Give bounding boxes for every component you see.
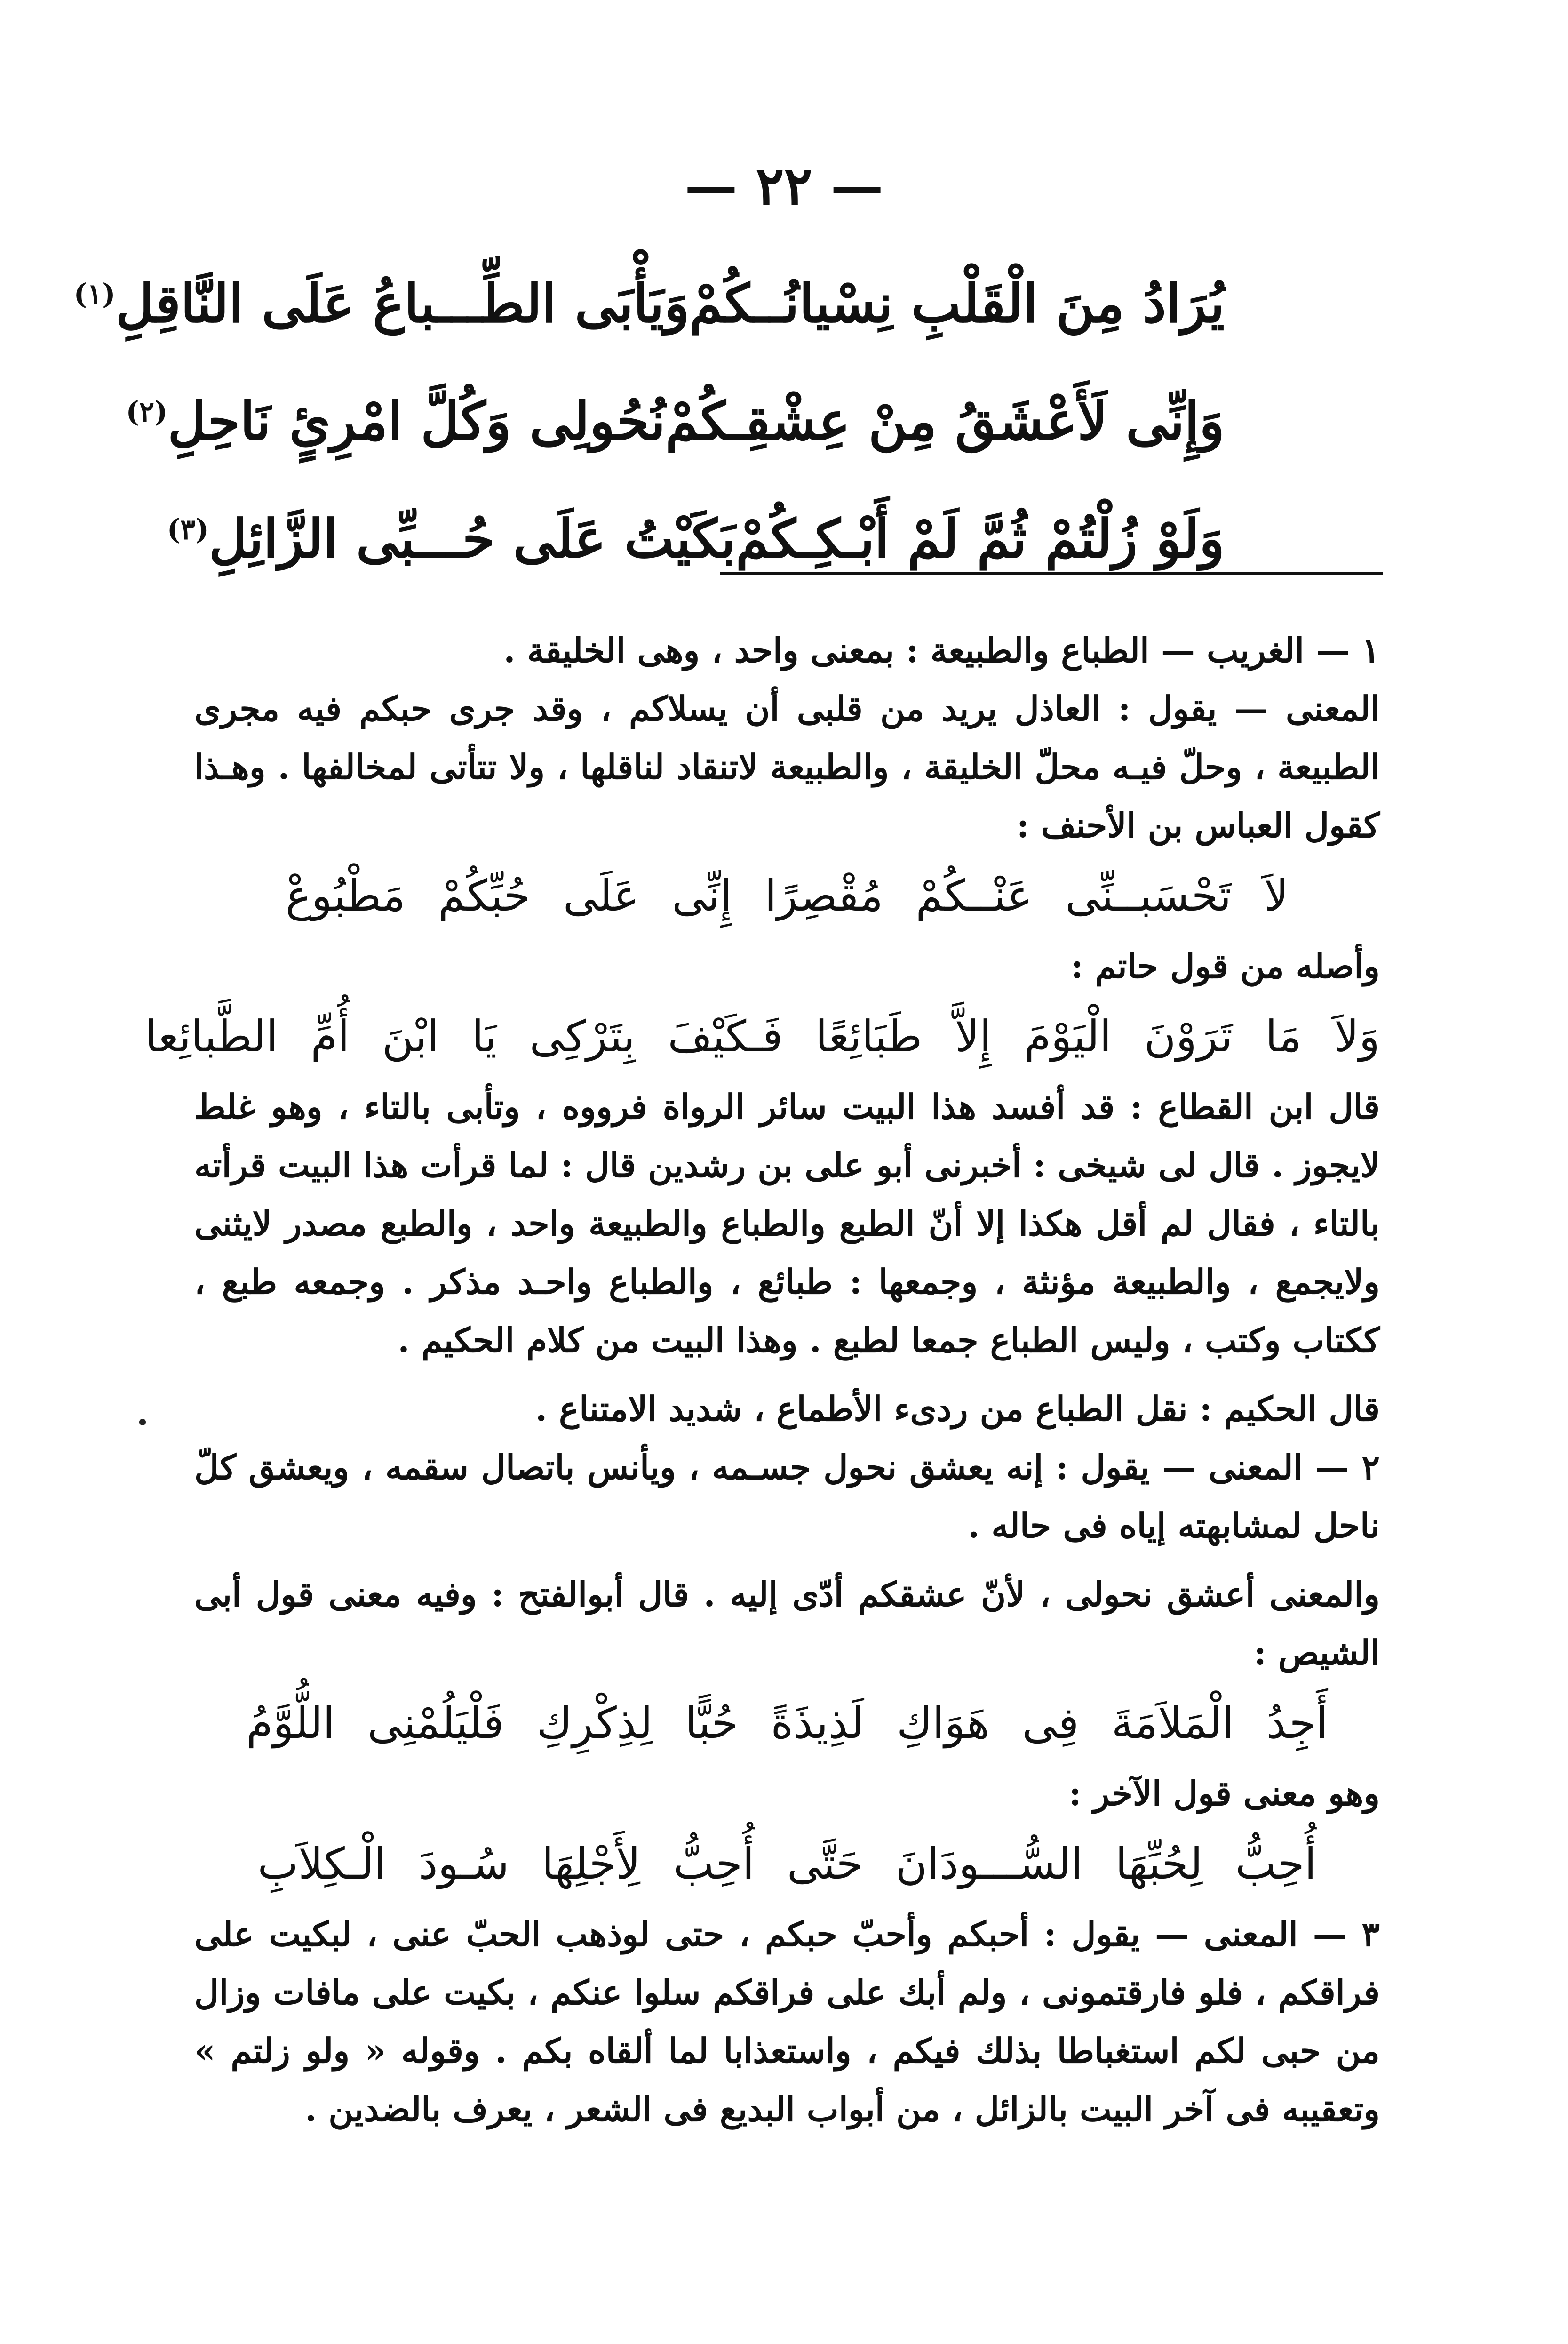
quoted-verse: لاَ تَحْسَبــنِّى عَنْــكُمْ مُقْصِرًا إِنِّى عَلَى حُبِّكُمْ مَطْبُوعْ [285,871,1289,921]
page-number: — ٢٢ — [685,155,883,217]
commentary-paragraph: المعنى — يقول : العاذل يريد من قلبى أن يسلاكم ، وقد جرى حبكم فيه مجرى الطبيعة ، وحلّ فيـه محلّ الخليقة ، والطبيعة لاتنقاد لناقلها ، ولا تتأتى لمخالفها . وهـذا كقول العباس بن الأحنف : [194,688,1380,845]
commentary-paragraph: قال الحكيم : نقل الطباع من ردىء الأطماع ، شديد الامتناع . [535,1389,1380,1429]
commentary-paragraph: ١ — الغريب — الطباع والطبيعة : بمعنى واحد ، وهى الخليقة . [503,630,1380,670]
footnote-marker: (٣) [167,513,209,546]
poem-block [73,245,1225,598]
commentary-paragraph: قال ابن القطاع : قد أفسد هذا البيت سائر الرواة فرووه ، وتأبى بالتاء ، وهو غلط لايجوز . قال لى شيخى : أخبرنى أبو على بن رشدين قال : لما قرأت هذا البيت قرأته بالتاء ، فقال لم أقل هكذا إلا أنّ الطبع والطباع والطبيعة واحد ، والطبع مصدر لايثنى ولايجمع ، والطبيعة مؤنثة ، وجمعها : طبائع ، والطباع واحـد مذكر . وجمعه طبع ، ككتاب وكتب ، وليس الطباع جمعا لطبع . وهذا البيت من كلام الحكيم . [194,1087,1380,1360]
commentary-paragraph: وهو معنى قول الآخر : [1068,1773,1380,1813]
verse-second-hemistich: بَكَيْتُ عَلَى حُـــبِّى الزَّائِلِ$^{(٣)}$ [167,508,736,570]
quoted-verse: أُحِبُّ لِحُبِّهَا السُّـــودَانَ حَتَّى أُحِبُّ لِأَجْلِهَا سُـودَ الْـكِلاَبِ [257,1839,1317,1889]
commentary-paragraph: وأصله من قول حاتم : [1071,946,1380,986]
scan-speck [139,1419,146,1425]
quoted-verse: أَجِدُ الْمَلاَمَةَ فِى هَوَاكِ لَذِيذَةً حُبًّا لِذِكْرِكِ فَلْيَلُمْنِى اللُّوَّمُ [246,1698,1328,1748]
poem-verse [73,245,1225,362]
commentary-paragraph: ٣ — المعنى — يقول : أحبكم وأحبّ حبكم ، حتى لوذهب الحبّ عنى ، لبكيت على فراقكم ، فلو فارقتمونى ، ولم أبك على فراقكم سلوا عنكم ، بكيت على مافات وزال من حبى لكم استغباطا بذلك فيكم ، واستعذابا لما ألقاه بكم . وقوله « ولو زلتم » وتعقيبه فى آخر البيت بالزائل ، من أبواب البديع فى الشعر ، يعرف بالضدين . [194,1914,1380,2129]
verse-first-hemistich: وَإِنِّى لَأَعْشَقُ مِنْ عِشْقِـكُمْ [665,390,1225,452]
commentary [145,621,1380,2138]
verse-second-hemistich: وَيَأْبَى الطِّـــباعُ عَلَى النَّاقِلِ$^{(١)}$ [73,272,690,335]
poem-verse [167,480,1225,598]
footnote-marker: (٢) [126,395,168,429]
poem-verse [126,362,1225,480]
quoted-verse: وَلاَ مَا تَرَوْنَ الْيَوْمَ إِلاَّ طَبَائِعًا فَـكَيْفَ بِتَرْكِى يَا ابْنَ أُمِّ الطَّبائِعا [145,1011,1380,1062]
footnote-marker: (١) [73,278,116,311]
verse-second-hemistich: نُحُولِى وَكُلَّ امْرِئٍ نَاحِلِ$^{(٢)}$ [126,390,666,452]
commentary-paragraph: والمعنى أعشق نحولى ، لأنّ عشقكم أدّى إليه . قال أبوالفتح : وفيه معنى قول أبى الشيص : [194,1574,1380,1672]
verse-first-hemistich: يُرَادُ مِنَ الْقَلْبِ نِسْيانُــكُمْ [689,272,1225,335]
separator-rule [720,572,1383,575]
verse-first-hemistich: وَلَوْ زُلْتُمْ ثُمَّ لَمْ أَبْـكِـكُمْ [735,508,1225,570]
commentary-paragraph: ٢ — المعنى — يقول : إنه يعشق نحول جسـمه ، ويأنس باتصال سقمه ، ويعشق كلّ ناحل لمشابهته إياه فى حاله . [194,1447,1380,1545]
